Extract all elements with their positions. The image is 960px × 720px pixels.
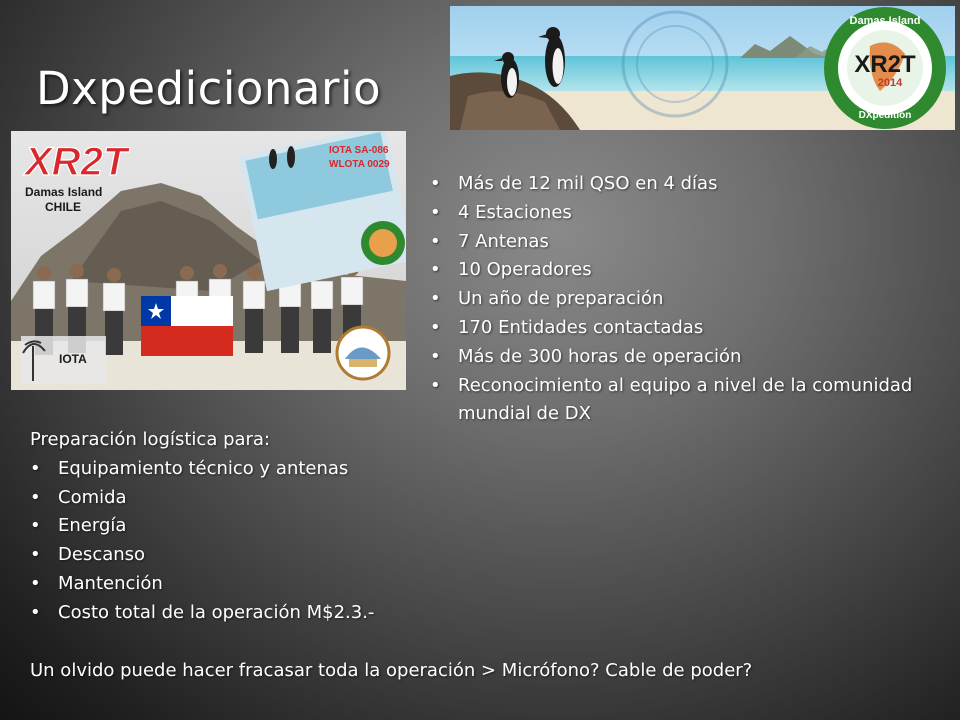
logo-line1: Damas Island bbox=[849, 15, 921, 27]
list-item: • Costo total de la operación M$2.3.- bbox=[30, 599, 930, 628]
list-item: • Mantención bbox=[30, 570, 930, 599]
chile-flag-icon bbox=[141, 296, 233, 356]
logo-callsign: XR2T bbox=[854, 51, 916, 78]
list-item: • 4 Estaciones bbox=[430, 199, 950, 228]
card-badge-logo bbox=[337, 327, 389, 379]
card-iota-ref: IOTA SA-086 bbox=[329, 145, 389, 156]
card-location-line1: Damas Island bbox=[25, 185, 103, 199]
slide-title: Dxpedicionario bbox=[36, 62, 382, 115]
list-item: • Más de 12 mil QSO en 4 días bbox=[430, 170, 950, 199]
achievements-list bbox=[430, 170, 950, 429]
list-item: • Un año de preparación bbox=[430, 285, 950, 314]
dxpedition-logo bbox=[829, 12, 941, 124]
logistics-section bbox=[30, 426, 930, 628]
list-item: • Más de 300 horas de operación bbox=[430, 343, 950, 372]
list-item: • Comida bbox=[30, 484, 930, 513]
logo-line2: DXpedition bbox=[858, 110, 912, 121]
list-item: • Descanso bbox=[30, 541, 930, 570]
logistics-list bbox=[30, 455, 930, 628]
iota-logo bbox=[21, 336, 106, 384]
list-item: • Reconocimiento al equipo a nivel de la comunidad mundial de DX bbox=[430, 372, 950, 430]
banner-image bbox=[450, 6, 955, 130]
list-item: • Equipamiento técnico y antenas bbox=[30, 455, 930, 484]
card-callsign: XR2T bbox=[25, 140, 128, 184]
card-iota-logo-text: IOTA bbox=[59, 352, 87, 366]
footer-note: Un olvido puede hacer fracasar toda la operación > Micrófono? Cable de poder? bbox=[30, 660, 753, 681]
qsl-card-image bbox=[11, 131, 406, 390]
logo-year: 2014 bbox=[877, 77, 903, 89]
card-wlota-ref: WLOTA 0029 bbox=[329, 159, 390, 170]
list-item: • 170 Entidades contactadas bbox=[430, 314, 950, 343]
list-item: • 10 Operadores bbox=[430, 256, 950, 285]
list-item: • Energía bbox=[30, 512, 930, 541]
card-location-line2: CHILE bbox=[45, 200, 81, 214]
list-item: • 7 Antenas bbox=[430, 228, 950, 257]
logistics-heading: Preparación logística para: bbox=[30, 429, 271, 450]
